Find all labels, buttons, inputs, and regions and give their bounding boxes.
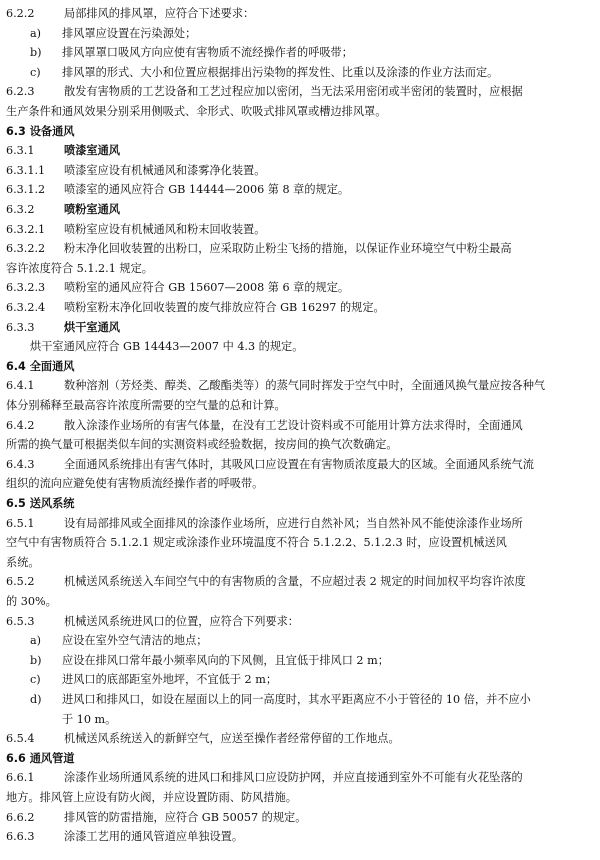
list-letter: c) bbox=[30, 65, 41, 79]
paragraph-continuation: 系统。 bbox=[6, 555, 40, 569]
clause-number: 6.3.1.2 bbox=[6, 183, 46, 197]
clause-text: 喷漆室应设有机械通风和漆雾净化装置。 bbox=[64, 163, 266, 177]
clause-number: 6.2.3 bbox=[6, 85, 35, 99]
text-line bbox=[0, 825, 600, 849]
list-item-text: 应设在排风口常年最小频率风向的下风侧，且宜低于排风口 2 m； bbox=[62, 653, 389, 667]
list-item-text: 进风口和排风口，如设在屋面以上的同一高度时，其水平距离应不小于管径的 10 倍，并不应小 bbox=[62, 693, 531, 706]
clause-number: 6.6.2 bbox=[6, 810, 35, 824]
clause-number: 6.3.2 bbox=[6, 203, 35, 216]
clause-text: 喷漆室的通风应符合 GB 14444—2006 第 8 章的规定。 bbox=[64, 183, 350, 197]
paragraph-continuation: 体分别稀释至最高容许浓度所需要的空气量的总和计算。 bbox=[6, 399, 286, 412]
list-letter: b) bbox=[30, 653, 42, 667]
clause-text: 散发有害物质的工艺设备和工艺过程应加以密闭，当无法采用密闭或半密闭的装置时，应根据 bbox=[64, 85, 523, 99]
clause-text: 机械送风系统进风口的位置，应符合下列要求： bbox=[64, 614, 299, 628]
clause-number: 6.6.3 bbox=[6, 830, 35, 844]
section-heading: 6.6 通风管道 bbox=[6, 751, 75, 765]
clause-number: 6.3.2.3 bbox=[6, 281, 46, 295]
list-letter: c) bbox=[30, 673, 41, 687]
clause-number: 6.5.3 bbox=[6, 614, 35, 628]
list-letter: a) bbox=[30, 634, 42, 648]
paragraph-continuation: 容许浓度符合 5.1.2.1 规定。 bbox=[6, 261, 153, 275]
clause-text: 喷粉室的通风应符合 GB 15607—2008 第 6 章的规定。 bbox=[64, 281, 350, 295]
clause-text: 机械送风系统送入的新鲜空气，应送至操作者经常停留的工作地点。 bbox=[64, 732, 400, 746]
clause-number: 6.3.2.4 bbox=[6, 301, 46, 314]
list-letter: b) bbox=[30, 46, 42, 60]
paragraph-continuation: 的 30%。 bbox=[6, 595, 57, 608]
clause-number: 6.4.2 bbox=[6, 418, 35, 432]
clause-number: 6.5.1 bbox=[6, 516, 35, 530]
clause-number: 6.4.3 bbox=[6, 457, 35, 471]
section-heading: 6.3 设备通风 bbox=[6, 124, 75, 138]
clause-text: 设有局部排风或全面排风的涂漆作业场所，应进行自然补风；当自然补风不能使涂漆作业场所 bbox=[64, 516, 523, 530]
list-item-text: 排风罩的形式、大小和位置应根据排出污染物的挥发性、比重以及涂漆的作业方法而定。 bbox=[62, 65, 499, 79]
list-item-text: 排风罩应设置在污染源处； bbox=[62, 26, 197, 40]
clause-number: 6.5.2 bbox=[6, 575, 35, 589]
clause-text: 散入涂漆作业场所的有害气体量，在没有工艺设计资料或不可能用计算方法求得时，全面通风 bbox=[64, 418, 523, 432]
paragraph-continuation: 地方。排风管上应设有防火阀，并应设置防雨、防风措施。 bbox=[6, 791, 297, 804]
clause-text: 粉末净化回收装置的出粉口，应采取防止粉尘飞扬的措施，以保证作业环境空气中粉尘最高 bbox=[64, 242, 512, 256]
paragraph-continuation: 空气中有害物质符合 5.1.2.1 规定或涂漆作业环境温度不符合 5.1.2.2、5.1.2.3 时，应设置机械送风 bbox=[6, 536, 507, 550]
clause-number: 6.2.2 bbox=[6, 7, 35, 20]
clause-number: 6.3.2.2 bbox=[6, 242, 46, 256]
list-item-text: 进风口的底部距室外地坪，不宜低于 2 m； bbox=[62, 673, 278, 687]
clause-number: 6.3.1.1 bbox=[6, 163, 46, 177]
list-item-text: 应设在室外空气清洁的地点； bbox=[62, 634, 208, 648]
section-heading: 6.4 全面通风 bbox=[6, 359, 75, 373]
clause-text: 喷粉室通风 bbox=[64, 203, 120, 216]
clause-number: 6.3.3 bbox=[6, 320, 35, 334]
clause-number: 6.3.1 bbox=[6, 144, 35, 158]
clause-number: 6.5.4 bbox=[6, 732, 35, 746]
list-item-continuation: 于 10 m。 bbox=[62, 712, 117, 726]
clause-text: 涂漆作业场所通风系统的进风口和排风口应设防护网，并应直接通到室外不可能有火花坠落的 bbox=[64, 771, 523, 785]
indented-text: 烘干室通风应符合 GB 14443—2007 中 4.3 的规定。 bbox=[30, 340, 304, 354]
clause-number: 6.4.1 bbox=[6, 379, 35, 393]
clause-text: 排风管的防雷措施，应符合 GB 50057 的规定。 bbox=[64, 810, 307, 824]
paragraph-continuation: 所需的换气量可根据类似车间的实测资料或经验数据，按房间的换气次数确定。 bbox=[6, 438, 398, 452]
clause-text: 烘干室通风 bbox=[64, 320, 120, 334]
paragraph-continuation: 生产条件和通风效果分别采用侧吸式、伞形式、吹吸式排风罩或槽边排风罩。 bbox=[6, 105, 387, 118]
clause-text: 局部排风的排风罩，应符合下述要求： bbox=[64, 7, 255, 20]
list-letter: a) bbox=[30, 26, 42, 40]
clause-text: 数种溶剂（芳烃类、醇类、乙酸酯类等）的蒸气同时挥发于空气中时，全面通风换气量应按各种气 bbox=[64, 379, 546, 393]
list-item-text: 排风罩罩口吸风方向应使有害物质不流经操作者的呼吸带； bbox=[62, 46, 353, 60]
clause-number: 6.3.2.1 bbox=[6, 222, 46, 236]
clause-text: 机械送风系统送入车间空气中的有害物质的含量，不应超过表 2 规定的时间加权平均容许浓度 bbox=[64, 575, 526, 589]
clause-text: 喷粉室粉末净化回收装置的废气排放应符合 GB 16297 的规定。 bbox=[64, 301, 385, 314]
clause-text: 全面通风系统排出有害气体时，其吸风口应设置在有害物质浓度最大的区域。全面通风系统气流 bbox=[64, 457, 534, 471]
clause-text: 喷漆室通风 bbox=[64, 144, 120, 158]
clause-text: 涂漆工艺用的通风管道应单独设置。 bbox=[64, 830, 244, 844]
paragraph-continuation: 组织的流向应避免使有害物质流经操作者的呼吸带。 bbox=[6, 477, 264, 491]
section-heading: 6.5 送风系统 bbox=[6, 497, 75, 510]
clause-number: 6.6.1 bbox=[6, 771, 35, 785]
clause-text: 喷粉室应设有机械通风和粉末回收装置。 bbox=[64, 222, 266, 236]
list-letter: d) bbox=[30, 693, 42, 706]
